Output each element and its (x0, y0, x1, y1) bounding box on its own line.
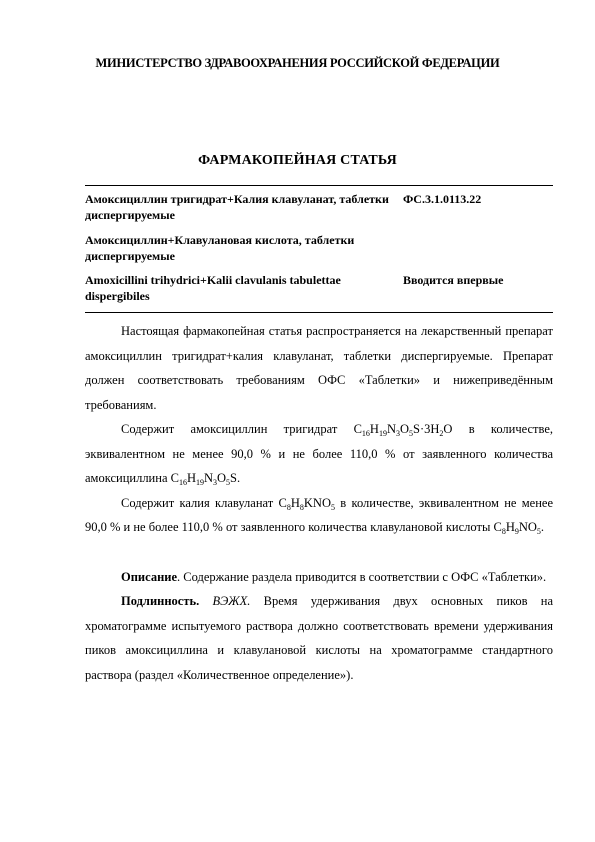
method-label: ВЭЖХ. (212, 594, 251, 608)
scope-paragraph: Настоящая фармакопейная статья распространяется на лекарственный препарат амоксициллин тригидрат+калия клавуланат, таблетки диспергируемые. Препарат должен соответствовать требованиям ОФС «Таблетки» и нижеприведённым требованиям. (85, 324, 553, 412)
monograph-body (85, 319, 553, 687)
drug-name-ru-2: Амоксициллин+Клавулановая кислота, таблетки диспергируемые (85, 233, 355, 263)
clavulanic-acid-formula: $_8H_9NO_5$. (501, 520, 545, 536)
amoxicillin-formula: $_{16}H_{19}N_3O_5S$. (178, 471, 241, 487)
monograph-info-table (85, 185, 553, 313)
info-row-2 (85, 233, 553, 264)
info-row-1 (85, 192, 553, 223)
amoxicillin-trihydrate-formula: $_{16}H_{19}N_3O_5S\cdot 3H_2O$ (361, 422, 453, 438)
info-row-3 (85, 273, 553, 304)
introduction-status: Вводится впервые (403, 273, 504, 287)
document-title: ФАРМАКОПЕЙНАЯ СТАТЬЯ (198, 153, 397, 168)
ministry-header: МИНИСТЕРСТВО ЗДРАВООХРАНЕНИЯ РОССИЙСКОЙ ФЕДЕРАЦИИ (95, 56, 500, 70)
description-paragraph: Описание. Содержание раздела приводится в соответствии с ОФС «Таблетки». (121, 569, 547, 584)
amoxicillin-content-paragraph: Содержит амоксициллин тригидрат $C_{16}H_{19}N_3O_5S\cdot 3H_2O$ в количестве, эквивалентном не менее 90,0 % и не более 110,0 % от заявленного количества амоксициллина $C_{16}H_{19}N_3O_5S$. (85, 422, 553, 487)
drug-name-ru-1: Амоксициллин тригидрат+Калия клавуланат, таблетки диспергируемые (85, 192, 389, 222)
drug-name-latin: Amoxicillini trihydrici+Kalii clavulanis tabulettae dispergibiles (85, 273, 341, 303)
identification-paragraph: Подлинность. ВЭЖХ. Время удерживания двух основных пиков на хроматограмме испытуемого раствора должно соответствовать времени удерживания пиков амоксициллина и клавулановой кислоты на хроматограмме стандартного раствора (раздел «Количественное определение»). (85, 594, 553, 682)
identification-label: Подлинность. (121, 594, 200, 608)
description-label: Описание (121, 569, 178, 584)
potassium-clavulanate-formula: $_8H_8KNO_5$ (286, 495, 335, 512)
monograph-code: ФС.3.1.0113.22 (403, 192, 482, 206)
clavulanate-content-paragraph: Содержит калия клавуланат $C_8H_8KNO_5$ в количестве, эквивалентном не менее 90,0 % и не более 110,0 % от заявленного количества клавулановой кислоты $C_8H_9NO_5$. (85, 495, 553, 536)
